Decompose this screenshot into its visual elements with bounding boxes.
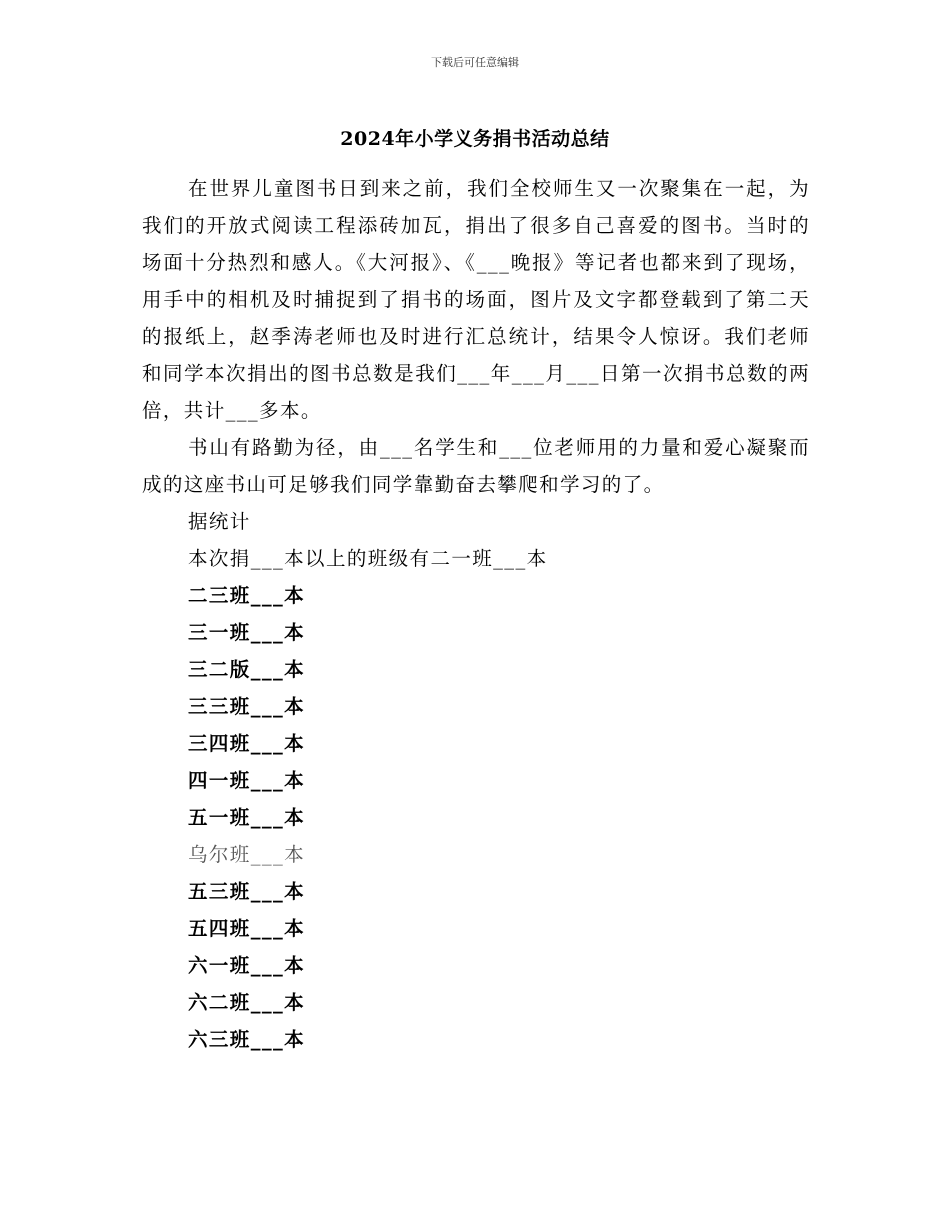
page-header-note: 下载后可任意编辑	[431, 56, 519, 69]
class-line: 三一班___本	[188, 621, 306, 644]
class-line: 乌尔班___本	[188, 843, 306, 866]
class-line: 四一班___本	[188, 769, 306, 792]
class-line: 六二班___本	[188, 991, 306, 1014]
class-line: 六一班___本	[188, 954, 306, 977]
class-line: 三二版___本	[188, 658, 306, 681]
document-body	[142, 170, 810, 1058]
class-line: 三三班___本	[188, 695, 306, 718]
class-line: 六三班___本	[188, 1028, 306, 1051]
class-line: 五三班___本	[188, 880, 306, 903]
class-line: 五四班___本	[188, 917, 306, 940]
paragraph-intro: 在世界儿童图书日到来之前，我们全校师生又一次聚集在一起，为我们的开放式阅读工程添砖加瓦，捐出了很多自己喜爱的图书。当时的场面十分热烈和感人。《大河报》、《___晚报》等记者也都来到了现场，用手中的相机及时捕捉到了捐书的场面，图片及文字都登载到了第二天的报纸上，赵季涛老师也及时进行汇总统计，结果令人惊讶。我们老师和同学本次捐出的图书总数是我们___年___月___日第一次捐书总数的两倍，共计___多本。	[142, 177, 810, 422]
stats-heading: 据统计	[188, 510, 251, 533]
class-line: 二三班___本	[188, 584, 306, 607]
document-title: 2024年小学义务捐书活动总结	[340, 128, 610, 150]
class-line: 五一班___本	[188, 806, 306, 829]
class-line: 三四班___本	[188, 732, 306, 755]
stats-intro: 本次捐___本以上的班级有二一班___本	[188, 547, 548, 570]
paragraph-book-mountain: 书山有路勤为径，由___名学生和___位老师用的力量和爱心凝聚而成的这座书山可足够我们同学靠勤奋去攀爬和学习的了。	[142, 436, 810, 496]
